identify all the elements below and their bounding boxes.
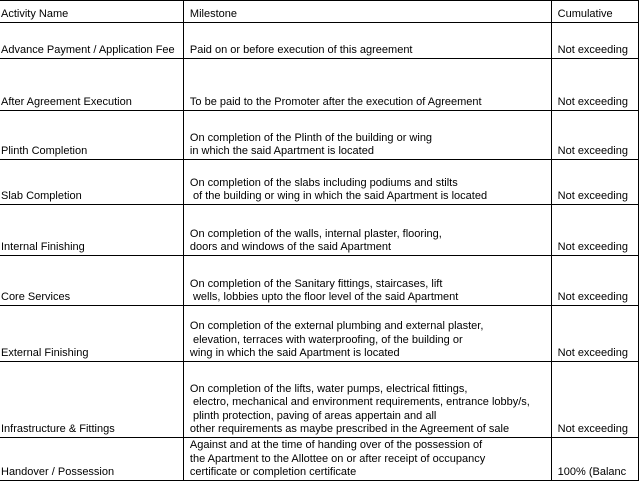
table-row (0, 256, 639, 306)
milestone-line: doors and windows of the said Apartment (189, 241, 392, 254)
milestone-line: other requirements as maybe prescribed in the Agreement of sale (189, 423, 510, 436)
milestone-cell[interactable] (183, 23, 551, 59)
header-row (0, 1, 639, 23)
milestone-line: in which the said Apartment is located (189, 145, 374, 158)
table-row (0, 111, 639, 160)
table-row (0, 23, 639, 59)
milestone-line: elevation, terraces with waterproofing, of the building or (189, 333, 463, 346)
activity-name-cell[interactable]: Internal Finishing (0, 205, 183, 256)
activity-name-cell[interactable]: Advance Payment / Application Fee (0, 23, 183, 59)
milestone-cell[interactable] (183, 205, 551, 256)
cumulative-cell[interactable]: Not exceeding (551, 23, 638, 59)
cumulative-cell[interactable]: 100% (Balanc (551, 438, 638, 481)
activity-name-cell[interactable]: Infrastructure & Fittings (0, 362, 183, 438)
header-cumulative: Cumulative (551, 1, 638, 23)
cumulative-cell[interactable]: Not exceeding (551, 306, 638, 362)
activity-name-cell[interactable]: External Finishing (0, 306, 183, 362)
milestone-cell[interactable] (183, 306, 551, 362)
milestone-line: electro, mechanical and environment requirements, entrance lobby/s, (189, 396, 530, 409)
table-row (0, 438, 639, 481)
activity-name-cell[interactable]: Handover / Possession (0, 438, 183, 481)
milestone-line: On completion of the walls, internal plaster, flooring, (189, 227, 442, 240)
milestone-line: On completion of the Plinth of the building or wing (189, 131, 433, 144)
milestone-cell[interactable] (183, 256, 551, 306)
milestone-line: Against and at the time of handing over of the possession of (189, 439, 483, 452)
milestone-cell[interactable] (183, 59, 551, 111)
milestone-line: of the building or wing in which the said Apartment is located (189, 190, 488, 203)
cumulative-cell[interactable]: Not exceeding (551, 59, 638, 111)
header-milestone: Milestone (183, 1, 551, 23)
milestone-line: Paid on or before execution of this agreement (189, 44, 413, 57)
milestone-cell[interactable] (183, 438, 551, 481)
milestone-line: the Apartment to the Allottee on or after receipt of occupancy (189, 452, 486, 465)
milestone-line: plinth protection, paving of areas appertain and all (189, 409, 437, 422)
table-row (0, 59, 639, 111)
milestone-cell[interactable] (183, 160, 551, 205)
table-row (0, 205, 639, 256)
table-row (0, 160, 639, 205)
milestone-line: On completion of the Sanitary fittings, staircases, lift (189, 277, 443, 290)
milestone-line: On completion of the slabs including podiums and stilts (189, 176, 458, 189)
activity-name-cell[interactable]: After Agreement Execution (0, 59, 183, 111)
milestone-line: wing in which the said Apartment is located (189, 347, 400, 360)
cumulative-cell[interactable]: Not exceeding (551, 256, 638, 306)
cumulative-cell[interactable]: Not exceeding (551, 362, 638, 438)
milestone-line: wells, lobbies upto the floor level of the said Apartment (189, 291, 459, 304)
cumulative-cell[interactable]: Not exceeding (551, 160, 638, 205)
activity-name-cell[interactable]: Slab Completion (0, 160, 183, 205)
milestone-cell[interactable] (183, 111, 551, 160)
cumulative-cell[interactable]: Not exceeding (551, 111, 638, 160)
milestone-line: To be paid to the Promoter after the execution of Agreement (189, 96, 482, 109)
table-row (0, 362, 639, 438)
table-row (0, 306, 639, 362)
header-activity-name: Activity Name (0, 1, 183, 23)
cumulative-cell[interactable]: Not exceeding (551, 205, 638, 256)
milestone-line: certificate or completion certificate (189, 466, 357, 479)
milestone-line: On completion of the lifts, water pumps, electrical fittings, (189, 382, 468, 395)
activity-name-cell[interactable]: Core Services (0, 256, 183, 306)
milestone-line: On completion of the external plumbing and external plaster, (189, 320, 484, 333)
milestone-cell[interactable] (183, 362, 551, 438)
activity-name-cell[interactable]: Plinth Completion (0, 111, 183, 160)
